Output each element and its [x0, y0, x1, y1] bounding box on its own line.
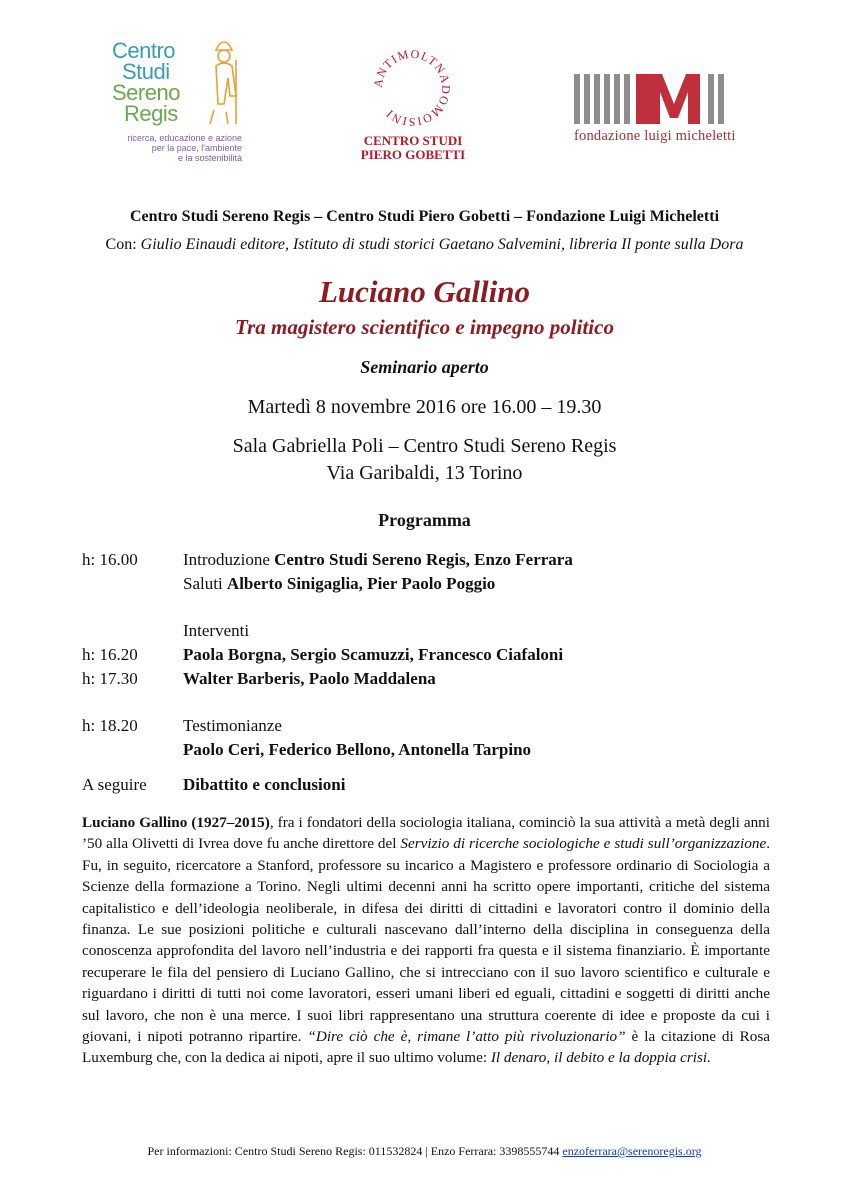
bio-quote: “Dire ciò che è, rimane l’atto più rivoluzionario”: [307, 1028, 626, 1046]
program-names: Dibattito e conclusioni: [183, 775, 346, 794]
micheletti-logo-text: fondazione luigi micheletti: [574, 128, 736, 144]
event-subtitle: Tra magistero scientifico e impegno politico: [235, 315, 614, 339]
event-title: Luciano Gallino: [318, 274, 530, 309]
program-names: Alberto Sinigaglia, Pier Paolo Poggio: [226, 574, 496, 593]
program-names: Walter Barberis, Paolo Maddalena: [183, 669, 436, 688]
bio-book-title: Il denaro, il debito e la doppia crisi.: [490, 1049, 711, 1067]
program-names: Centro Studi Sereno Regis, Enzo Ferrara: [274, 550, 573, 569]
pilgrim-figure-icon: [204, 40, 240, 126]
program-row: [82, 621, 782, 645]
logo-centro-studi-sereno-regis: [108, 40, 248, 170]
program-desc: [183, 669, 436, 689]
program-label: Saluti: [183, 574, 227, 593]
bio-text: , fra i fondatori della sociologia italiana, cominciò la sua attività a metà degli anni ’50 alla Olivetti di Ivrea dove fu anche direttore del: [82, 814, 770, 853]
bio-service: Servizio di ricerche sociologiche e studi sull’organizzazione: [400, 835, 767, 853]
program-time: h: 18.20: [82, 716, 138, 735]
logo-tagline: [116, 133, 242, 163]
logo-centro-studi-piero-gobetti: [348, 42, 478, 166]
program-desc: [183, 775, 345, 795]
bio-name: Luciano Gallino (1927–2015): [82, 814, 270, 831]
bio-text: . Fu, in seguito, ricercatore a Stanford, professore su incarico a Magistero e professore ordinario di Sociologia a Scienze della formazione a Torino. Negli ultimi decenni anni ha scritto opere importanti, critiche del sistema capitalistico e dell’ideologia neoliberale, in difesa dei diritti di cittadini e lavoratori contro il dominio della finanza. Le sue posizioni politiche e culturali nascevano dall’interno della disciplina in conseguenza della conoscenza approfondita del lavoro nell’industria e dei rapporti fra questa e il sistema finanziario. È importante recuperare le fila del pensiero di Luciano Gallino, che si intrecciano con il suo lavoro scientifico e culturale e riguardano i diritti di tutti noi come lavoratori, esseri umani liberi ed eguali, cittadini e soggetti di diritti anche sul lavoro, che non è una merce. I suoi libri rappresentano una struttura coerente di idee e proposte da cui i giovani, i nipoti potranno ripartire.: [82, 835, 771, 1046]
partners-line: [0, 236, 849, 254]
logo-word: Studi: [122, 59, 170, 84]
program-row: [82, 645, 782, 669]
gobetti-logo-line2: PIERO GOBETTI: [360, 147, 466, 162]
footer-contacts: [0, 1144, 849, 1159]
program-time: h: 16.00: [82, 550, 138, 569]
event-venue: Sala Gabriella Poli – Centro Studi Sereno Regis: [232, 435, 617, 457]
program-row: [82, 775, 782, 799]
partners-prefix: Con:: [105, 236, 141, 253]
program-time: h: 17.30: [82, 669, 138, 688]
gobetti-logo-line1: CENTRO STUDI: [363, 133, 463, 148]
event-type: Seminario aperto: [360, 357, 489, 377]
program-time: h: 16.20: [82, 645, 138, 664]
biography-paragraph: [82, 812, 770, 1069]
organizers-line: Centro Studi Sereno Regis – Centro Studi Piero Gobetti – Fondazione Luigi Micheletti: [129, 208, 720, 225]
program-row: [82, 550, 782, 574]
gobetti-seal-icon: [366, 42, 458, 134]
program-label: Interventi: [183, 621, 250, 640]
program-label: Testimonianze: [183, 716, 282, 735]
partners-list: Giulio Einaudi editore, Istituto di studi storici Gaetano Salvemini, libreria Il ponte sulla Dora: [140, 236, 744, 253]
program-desc: [183, 740, 531, 760]
program-row: [82, 716, 782, 740]
bio-text: è la citazione di Rosa Luxemburg che, con la dedica ai nipoti, apre il suo ultimo volume:: [82, 1028, 771, 1067]
gobetti-ring-text: ANTIMOLTNADOMOISINI: [370, 46, 454, 130]
program-time: A seguire: [82, 775, 147, 794]
program-names: Paolo Ceri, Federico Bellono, Antonella Tarpino: [183, 740, 532, 759]
program-heading: Programma: [378, 510, 471, 530]
program-desc: [183, 550, 573, 570]
footer-text: Per informazioni: Centro Studi Sereno Regis: 011532824 | Enzo Ferrara: 3398555744: [147, 1144, 563, 1158]
svg-text:ANTIMOLTNADOMOISINI: [371, 47, 453, 129]
logo-word: Sereno: [112, 80, 180, 105]
footer-email-link[interactable]: enzoferrara@serenoregis.org: [562, 1144, 702, 1158]
logo-word: Regis: [124, 101, 178, 126]
logo-tagline-line: per la pace, l'ambiente: [151, 143, 242, 153]
program-desc: [183, 645, 563, 665]
event-datetime: Martedì 8 novembre 2016 ore 16.00 – 19.30: [247, 396, 602, 418]
program-names: Paola Borgna, Sergio Scamuzzi, Francesco Ciafaloni: [183, 645, 564, 664]
program-row: [82, 574, 782, 598]
micheletti-bars-icon: [574, 74, 760, 124]
program-row: [82, 740, 782, 764]
program-desc: [183, 574, 495, 594]
program-label: Introduzione: [183, 550, 275, 569]
event-address: Via Garibaldi, 13 Torino: [326, 462, 523, 484]
logo-fondazione-luigi-micheletti: [574, 66, 774, 156]
program-row: [82, 669, 782, 693]
logo-tagline-line: ricerca, educazione e azione: [127, 133, 242, 143]
logo-word: Centro: [112, 38, 176, 63]
logo-tagline-line: e la sostenibilità: [177, 153, 242, 163]
